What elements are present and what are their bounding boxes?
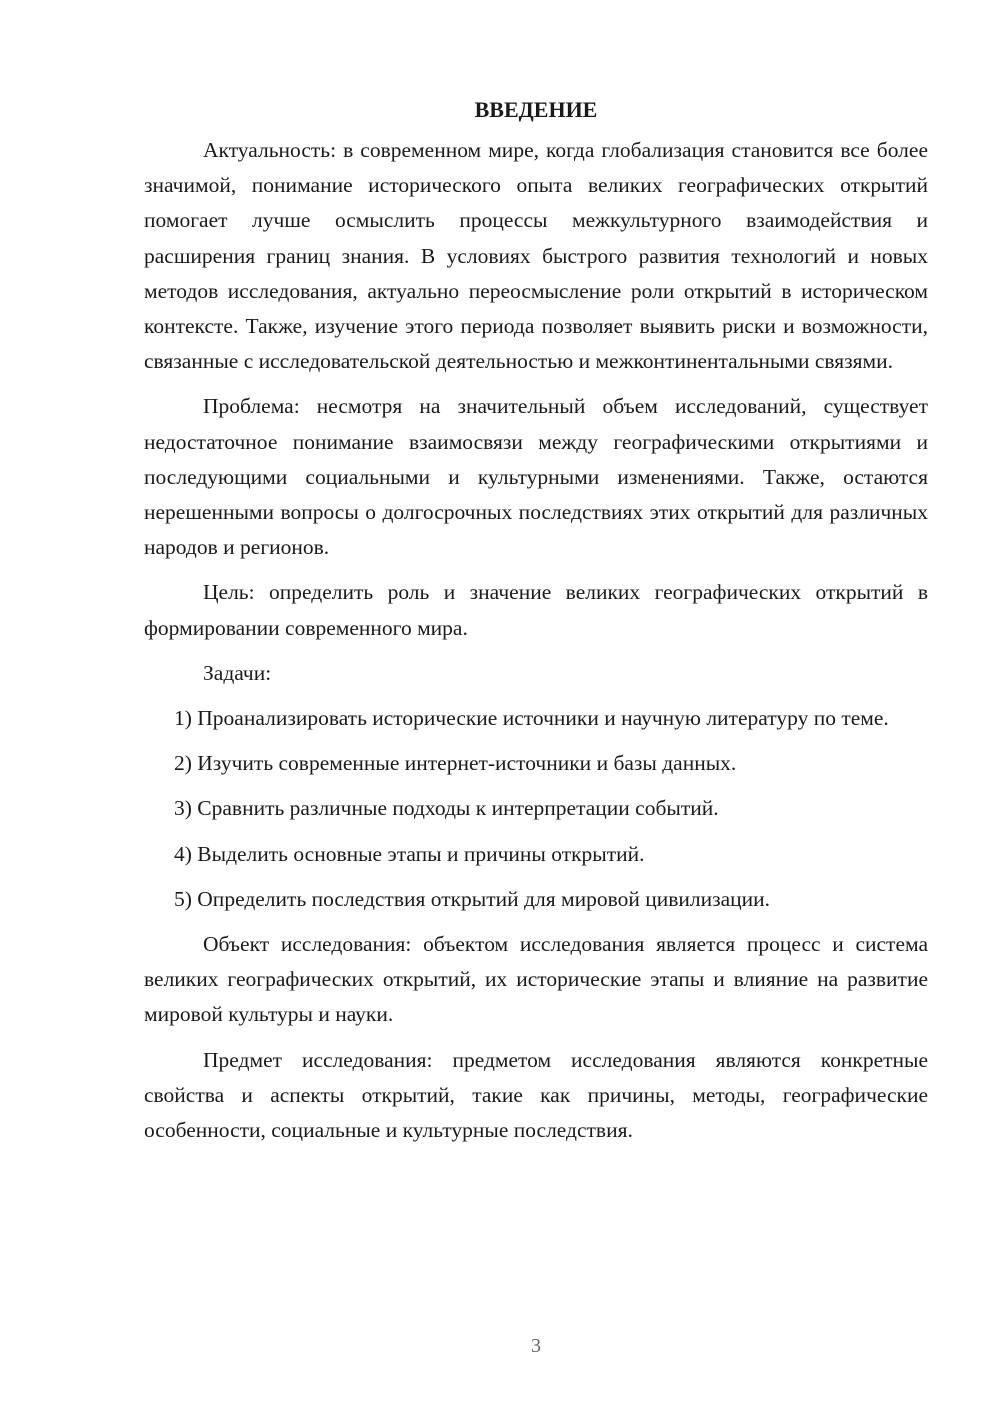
task-item-2: 2) Изучить современные интернет-источники и базы данных. — [174, 751, 737, 776]
task-item-1: 1) Проанализировать исторические источники и научную литературу по теме. — [174, 706, 889, 731]
task-item-4: 4) Выделить основные этапы и причины открытий. — [174, 841, 645, 866]
problem-paragraph: Проблема: несмотря на значительный объем исследований, существует недостаточное понимание взаимосвязи между географическими открытиями и последующими социальными и культурными изменениями. Также, остаются нерешенными вопросы о долгосрочных последствиях этих открытий для различных народов и регионов. — [144, 394, 928, 560]
goal-paragraph: Цель: определить роль и значение великих географических открытий в формировании современного мира. — [144, 580, 928, 640]
page-number: 3 — [531, 1335, 541, 1357]
tasks-label: Задачи: — [203, 660, 272, 685]
task-item-5: 5) Определить последствия открытий для мировой цивилизации. — [174, 886, 771, 911]
task-item-3: 3) Сравнить различные подходы к интерпретации событий. — [174, 796, 719, 821]
document-page — [144, 92, 928, 1158]
object-paragraph: Объект исследования: объектом исследования является процесс и система великих географических открытий, их исторические этапы и влияние на развитие мировой культуры и науки. — [144, 932, 928, 1027]
page-title: ВВЕДЕНИЕ — [474, 97, 598, 122]
subject-paragraph: Предмет исследования: предметом исследования являются конкретные свойства и аспекты открытий, такие как причины, методы, географические особенности, социальные и культурные последствия. — [144, 1047, 928, 1143]
relevance-paragraph: Актуальность: в современном мире, когда глобализация становится все более значимой, понимание исторического опыта великих географических открытий помогает лучше осмыслить процессы межкультурного взаимодействия и расширения границ знания. В условиях быстрого развития технологий и новых методов исследования, актуально переосмысление роли открытий в историческом контексте. Также, изучение этого периода позволяет выявить риски и возможности, связанные с исследовательской деятельностью и межконтинентальными связями. — [144, 138, 928, 374]
tasks-list — [144, 701, 928, 917]
